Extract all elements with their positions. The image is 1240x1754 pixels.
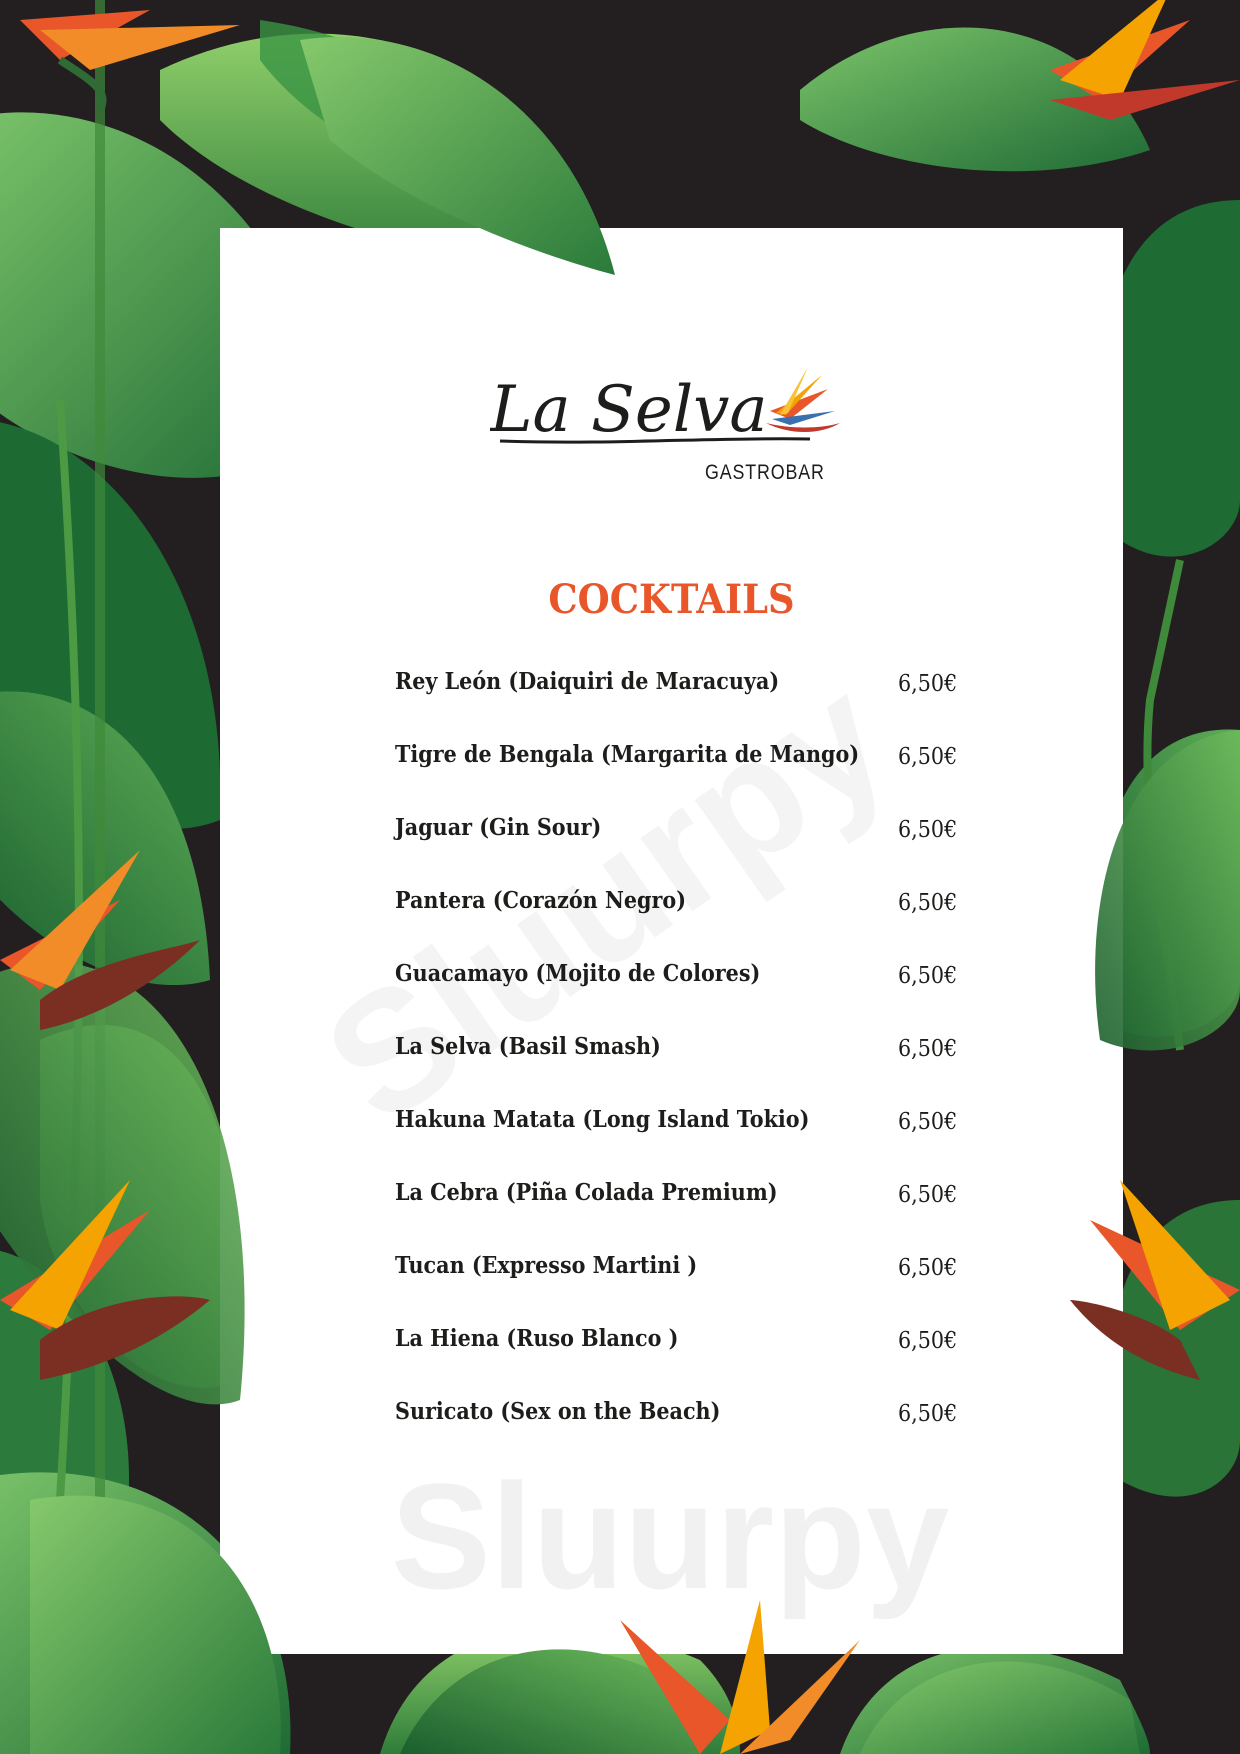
list-item	[395, 1252, 958, 1325]
item-name: Rey León (Daiquiri de Maracuya)	[395, 668, 780, 695]
item-price: 6,50€	[898, 1182, 958, 1208]
item-price: 6,50€	[898, 744, 958, 770]
item-name: La Cebra (Piña Colada Premium)	[395, 1179, 778, 1206]
item-name: Pantera (Corazón Negro)	[395, 887, 687, 914]
list-item	[395, 1106, 958, 1179]
item-name: La Hiena (Ruso Blanco )	[395, 1325, 679, 1352]
bird-of-paradise-icon	[766, 367, 840, 432]
list-item	[395, 1325, 958, 1398]
item-name: Jaguar (Gin Sour)	[395, 814, 602, 841]
item-price: 6,50€	[898, 1401, 958, 1427]
list-item	[395, 741, 958, 814]
cocktail-list	[395, 668, 958, 1471]
item-price: 6,50€	[898, 1328, 958, 1354]
list-item	[395, 814, 958, 887]
item-price: 6,50€	[898, 1109, 958, 1135]
section-title: COCKTAILS	[548, 576, 795, 623]
item-name: Guacamayo (Mojito de Colores)	[395, 960, 761, 987]
item-name: Tucan (Expresso Martini )	[395, 1252, 698, 1279]
item-price: 6,50€	[898, 890, 958, 916]
item-name: Suricato (Sex on the Beach)	[395, 1398, 721, 1425]
list-item	[395, 1033, 958, 1106]
item-price: 6,50€	[898, 1255, 958, 1281]
item-price: 6,50€	[898, 1036, 958, 1062]
logo-graphic	[490, 353, 850, 463]
menu-card	[220, 228, 1123, 1654]
list-item	[395, 887, 958, 960]
item-name: Hakuna Matata (Long Island Tokio)	[395, 1106, 810, 1133]
list-item	[395, 668, 958, 741]
brand-logo	[490, 353, 850, 503]
item-price: 6,50€	[898, 671, 958, 697]
item-name: Tigre de Bengala (Margarita de Mango)	[395, 741, 860, 768]
list-item	[395, 1179, 958, 1252]
list-item	[395, 1398, 958, 1471]
item-price: 6,50€	[898, 963, 958, 989]
item-name: La Selva (Basil Smash)	[395, 1033, 661, 1060]
logo-script-text: La Selva	[490, 373, 768, 447]
list-item	[395, 960, 958, 1033]
item-price: 6,50€	[898, 817, 958, 843]
brand-subtitle: GASTROBAR	[705, 461, 825, 484]
